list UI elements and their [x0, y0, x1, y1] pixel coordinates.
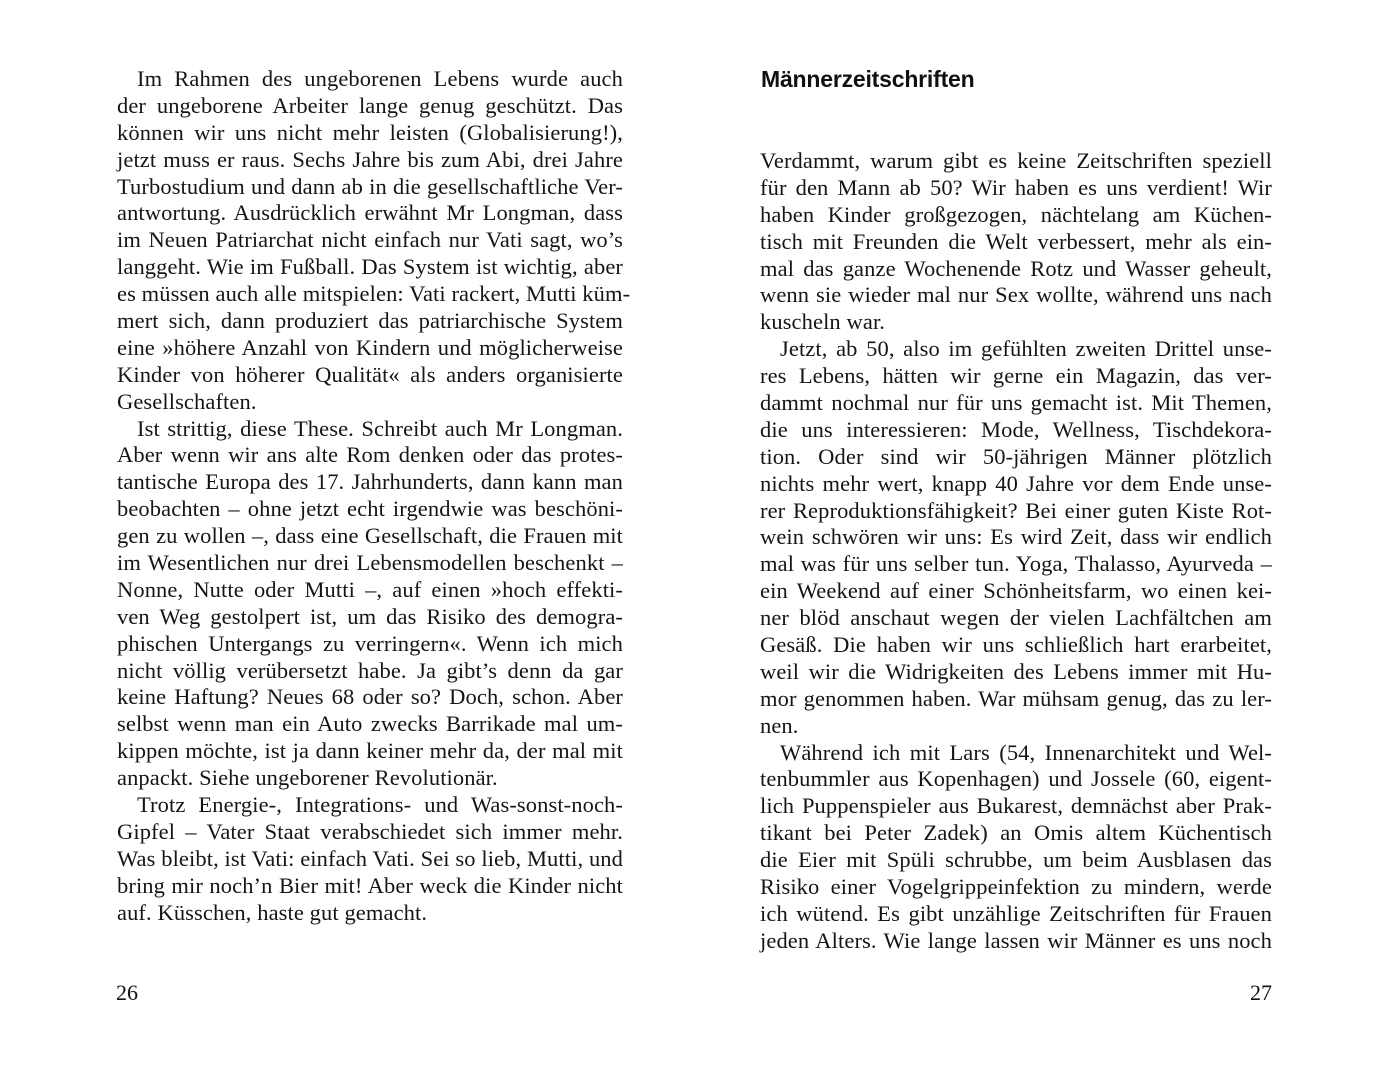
text-line: kuscheln war.	[760, 309, 886, 335]
text-line: Gesellschaften.	[117, 388, 257, 414]
text-line: wenn sie wieder mal nur Sex wollte, während uns nach	[760, 282, 1272, 308]
left-page	[0, 0, 697, 1080]
text-line: Gipfel – Vater Staat verabschiedet sich immer mehr.	[117, 818, 623, 844]
paragraph	[760, 336, 1272, 739]
text-line: selbst wenn man ein Auto zwecks Barrikade mal um-	[117, 711, 623, 737]
text-line: die Eier mit Spüli schrubbe, um beim Ausblasen das	[760, 847, 1272, 873]
text-line: jetzt muss er raus. Sechs Jahre bis zum Abi, drei Jahre	[117, 146, 623, 172]
text-line: wein schwören wir uns: Es wird Zeit, dass wir endlich	[760, 524, 1272, 550]
paragraph	[760, 148, 1272, 336]
text-line: haben Kinder großgezogen, nächtelang am Küchen-	[760, 201, 1272, 227]
text-line: eine »höhere Anzahl von Kindern und möglicherweise	[117, 334, 623, 360]
text-line: Trotz Energie-, Integrations- und Was-sonst-noch-	[137, 792, 623, 818]
page-number: 26	[116, 980, 138, 1005]
text-line: auf. Küsschen, haste gut gemacht.	[117, 899, 428, 925]
paragraph	[117, 416, 623, 792]
text-line: jeden Alters. Wie lange lassen wir Männer es uns noch	[760, 927, 1272, 953]
text-line: Was bleibt, ist Vati: einfach Vati. Sei so lieb, Mutti, und	[117, 845, 623, 871]
page-number: 27	[1250, 980, 1272, 1005]
text-line: im Wesentlichen nur drei Lebensmodellen beschenkt –	[117, 550, 623, 576]
text-line: phischen Untergangs zu verringern«. Wenn ich mich	[117, 630, 623, 656]
text-line: dammt nochmal nur für uns gemacht ist. Mit Themen,	[760, 390, 1272, 416]
text-line: tion. Oder sind wir 50-jährigen Männer plötzlich	[760, 443, 1272, 469]
text-line: mert sich, dann produziert das patriarchische System	[117, 308, 623, 334]
text-line: gen zu wollen –, dass eine Gesellschaft, die Frauen mit	[117, 523, 623, 549]
right-page	[697, 0, 1395, 1080]
text-line: für den Mann ab 50? Wir haben es uns verdient! Wir	[760, 174, 1272, 200]
text-line: beobachten – ohne jetzt echt irgendwie was beschöni-	[117, 496, 623, 522]
right-page-body	[760, 148, 1272, 955]
text-line: langgeht. Wie im Fußball. Das System ist wichtig, aber	[117, 254, 623, 280]
text-line: rer Reproduktionsfähigkeit? Bei einer guten Kiste Rot-	[760, 497, 1272, 523]
text-line: Ist strittig, diese These. Schreibt auch Mr Longman.	[137, 415, 623, 441]
paragraph	[760, 740, 1272, 955]
text-line: nichts mehr wert, knapp 40 Jahre vor dem Ende unse-	[760, 470, 1272, 496]
text-line: mor genommen haben. War mühsam genug, das zu ler-	[760, 685, 1272, 711]
text-line: mal was für uns selber tun. Yoga, Thalasso, Ayurveda –	[760, 551, 1272, 577]
text-line: lich Puppenspieler aus Bukarest, demnächst aber Prak-	[760, 793, 1272, 819]
text-line: Nonne, Nutte oder Mutti –, auf einen »hoch effekti-	[117, 576, 623, 602]
left-page-body	[117, 66, 631, 927]
text-line: im Neuen Patriarchat nicht einfach nur Vati sagt, wo’s	[117, 227, 623, 253]
text-line: es müssen auch alle mitspielen: Vati rackert, Mutti küm-	[117, 281, 631, 307]
text-line: nen.	[760, 712, 799, 738]
chapter-heading: Männerzeitschriften	[761, 66, 975, 92]
text-line: weil wir die Widrigkeiten des Lebens immer mit Hu-	[760, 658, 1272, 684]
text-line: nicht völlig verübersetzt habe. Ja gibt’s denn da gar	[117, 657, 623, 683]
paragraph	[117, 792, 623, 926]
text-line: anpackt. Siehe ungeborener Revolutionär.	[117, 765, 498, 791]
text-line: können wir uns nicht mehr leisten (Globalisierung!),	[117, 119, 623, 145]
text-line: ich wütend. Es gibt unzählige Zeitschriften für Frauen	[760, 900, 1272, 926]
text-line: Jetzt, ab 50, also im gefühlten zweiten Drittel unse-	[780, 336, 1272, 362]
text-line: Verdammt, warum gibt es keine Zeitschriften speziell	[760, 148, 1272, 173]
text-line: Risiko einer Vogelgrippeinfektion zu mindern, werde	[760, 874, 1272, 900]
text-line: bring mir noch’n Bier mit! Aber weck die Kinder nicht	[117, 872, 623, 898]
text-line: tisch mit Freunden die Welt verbessert, mehr als ein-	[760, 228, 1272, 254]
text-line: Gesäß. Die haben wir uns schließlich hart erarbeitet,	[760, 632, 1272, 658]
text-line: Kinder von höherer Qualität« als anders organisierte	[117, 361, 623, 387]
text-line: res Lebens, hätten wir gerne ein Magazin, das ver-	[760, 363, 1272, 389]
text-line: ven Weg gestolpert ist, um das Risiko des demogra-	[117, 603, 623, 629]
text-line: Aber wenn wir ans alte Rom denken oder das protes-	[117, 442, 623, 468]
text-line: Turbostudium und dann ab in die gesellschaftliche Ver-	[117, 173, 623, 199]
text-line: mal das ganze Wochenende Rotz und Wasser geheult,	[760, 255, 1272, 281]
text-line: tantische Europa des 17. Jahrhunderts, dann kann man	[117, 469, 623, 495]
text-line: Im Rahmen des ungeborenen Lebens wurde auch	[137, 66, 623, 91]
text-line: antwortung. Ausdrücklich erwähnt Mr Longman, dass	[117, 200, 623, 226]
text-line: der ungeborene Arbeiter lange genug geschützt. Das	[117, 92, 623, 118]
text-line: tenbummler aus Kopenhagen) und Jossele (60, eigent-	[760, 766, 1272, 792]
text-line: kippen möchte, ist ja dann keiner mehr da, der mal mit	[117, 738, 623, 764]
text-line: Während ich mit Lars (54, Innenarchitekt und Wel-	[780, 739, 1272, 765]
text-line: ner blöd anschaut wegen der vielen Lachfältchen am	[760, 605, 1272, 631]
text-line: keine Haftung? Neues 68 oder so? Doch, schon. Aber	[117, 684, 623, 710]
text-line: tikant bei Peter Zadek) an Omis altem Küchentisch	[760, 820, 1272, 846]
text-line: ein Weekend auf einer Schönheitsfarm, wo einen kei-	[760, 578, 1272, 604]
paragraph	[117, 66, 631, 416]
text-line: die uns interessieren: Mode, Wellness, Tischdekora-	[760, 416, 1272, 442]
